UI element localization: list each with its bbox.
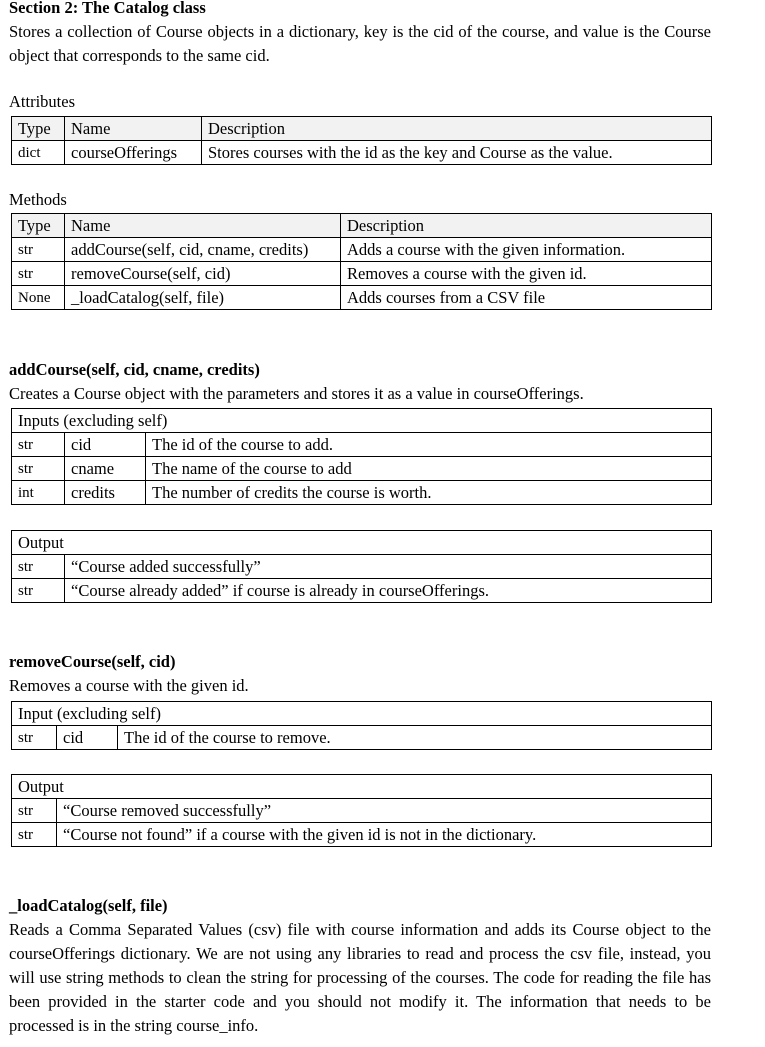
cell-description: Stores courses with the id as the key and Course as the value.	[202, 141, 712, 165]
table-row	[12, 823, 712, 847]
cell-name: cname	[65, 457, 146, 481]
section-intro: Stores a collection of Course objects in a dictionary, key is the cid of the course, and value is the Course object that corresponds to the same cid.	[9, 22, 711, 65]
cell-type: str	[12, 799, 57, 823]
table-row	[12, 726, 712, 750]
table-row	[12, 799, 712, 823]
cell-type: dict	[12, 141, 65, 165]
cell-type: str	[12, 726, 57, 750]
remove-course-output-table	[11, 774, 712, 847]
cell-type: int	[12, 481, 65, 505]
table-row	[12, 481, 712, 505]
cell-type: str	[12, 579, 65, 603]
cell-type: str	[12, 457, 65, 481]
table-header-row	[12, 775, 712, 799]
table-row	[12, 579, 712, 603]
attributes-label: Attributes	[9, 92, 75, 111]
cell-name: courseOfferings	[65, 141, 202, 165]
cell-description: The id of the course to remove.	[118, 726, 712, 750]
header-type: Type	[12, 117, 65, 141]
cell-type: str	[12, 262, 65, 286]
cell-description: Removes a course with the given id.	[341, 262, 712, 286]
cell-name: addCourse(self, cid, cname, credits)	[65, 238, 341, 262]
header-name: Name	[65, 214, 341, 238]
table-row	[12, 555, 712, 579]
header-name: Name	[65, 117, 202, 141]
inputs-label: Inputs (excluding self)	[12, 409, 712, 433]
methods-label: Methods	[9, 190, 67, 209]
cell-type: str	[12, 823, 57, 847]
table-row	[12, 238, 712, 262]
cell-type: str	[12, 433, 65, 457]
remove-course-input-table	[11, 701, 712, 750]
add-course-description: Creates a Course object with the parameters and stores it as a value in courseOfferings.	[9, 384, 584, 403]
cell-description: “Course already added” if course is already in courseOfferings.	[65, 579, 712, 603]
table-header-row	[12, 214, 712, 238]
table-row	[12, 141, 712, 165]
add-course-inputs-table	[11, 408, 712, 505]
cell-description: “Course removed successfully”	[57, 799, 712, 823]
section-title: Section 2: The Catalog class	[9, 0, 206, 17]
cell-name: cid	[57, 726, 118, 750]
header-description: Description	[202, 117, 712, 141]
table-row	[12, 262, 712, 286]
table-header-row	[12, 531, 712, 555]
remove-course-description: Removes a course with the given id.	[9, 676, 249, 695]
table-header-row	[12, 117, 712, 141]
cell-type: str	[12, 555, 65, 579]
cell-description: “Course added successfully”	[65, 555, 712, 579]
methods-table	[11, 213, 712, 310]
load-catalog-signature: _loadCatalog(self, file)	[9, 896, 168, 915]
cell-name: _loadCatalog(self, file)	[65, 286, 341, 310]
cell-name: removeCourse(self, cid)	[65, 262, 341, 286]
cell-description: Adds a course with the given information.	[341, 238, 712, 262]
cell-description: “Course not found” if a course with the given id is not in the dictionary.	[57, 823, 712, 847]
cell-description: The id of the course to add.	[146, 433, 712, 457]
table-header-row	[12, 702, 712, 726]
add-course-signature: addCourse(self, cid, cname, credits)	[9, 360, 260, 379]
remove-course-signature: removeCourse(self, cid)	[9, 652, 176, 671]
table-row	[12, 457, 712, 481]
table-row	[12, 433, 712, 457]
load-catalog-description: Reads a Comma Separated Values (csv) file with course information and adds its Course object to the courseOfferings dictionary. We are not using any libraries to read and process the csv file, instead, you will use string methods to clean the string for processing of the courses. The code for reading the file has been provided in the starter code and you should not modify it. The information that needs to be processed is in the string course_info.	[9, 920, 711, 1035]
output-label: Output	[12, 775, 712, 799]
cell-description: Adds courses from a CSV file	[341, 286, 712, 310]
add-course-output-table	[11, 530, 712, 603]
table-row	[12, 286, 712, 310]
inputs-label: Input (excluding self)	[12, 702, 712, 726]
output-label: Output	[12, 531, 712, 555]
cell-type: None	[12, 286, 65, 310]
header-type: Type	[12, 214, 65, 238]
attributes-table	[11, 116, 712, 165]
header-description: Description	[341, 214, 712, 238]
table-header-row	[12, 409, 712, 433]
cell-description: The number of credits the course is worth.	[146, 481, 712, 505]
cell-description: The name of the course to add	[146, 457, 712, 481]
cell-name: credits	[65, 481, 146, 505]
cell-name: cid	[65, 433, 146, 457]
cell-type: str	[12, 238, 65, 262]
